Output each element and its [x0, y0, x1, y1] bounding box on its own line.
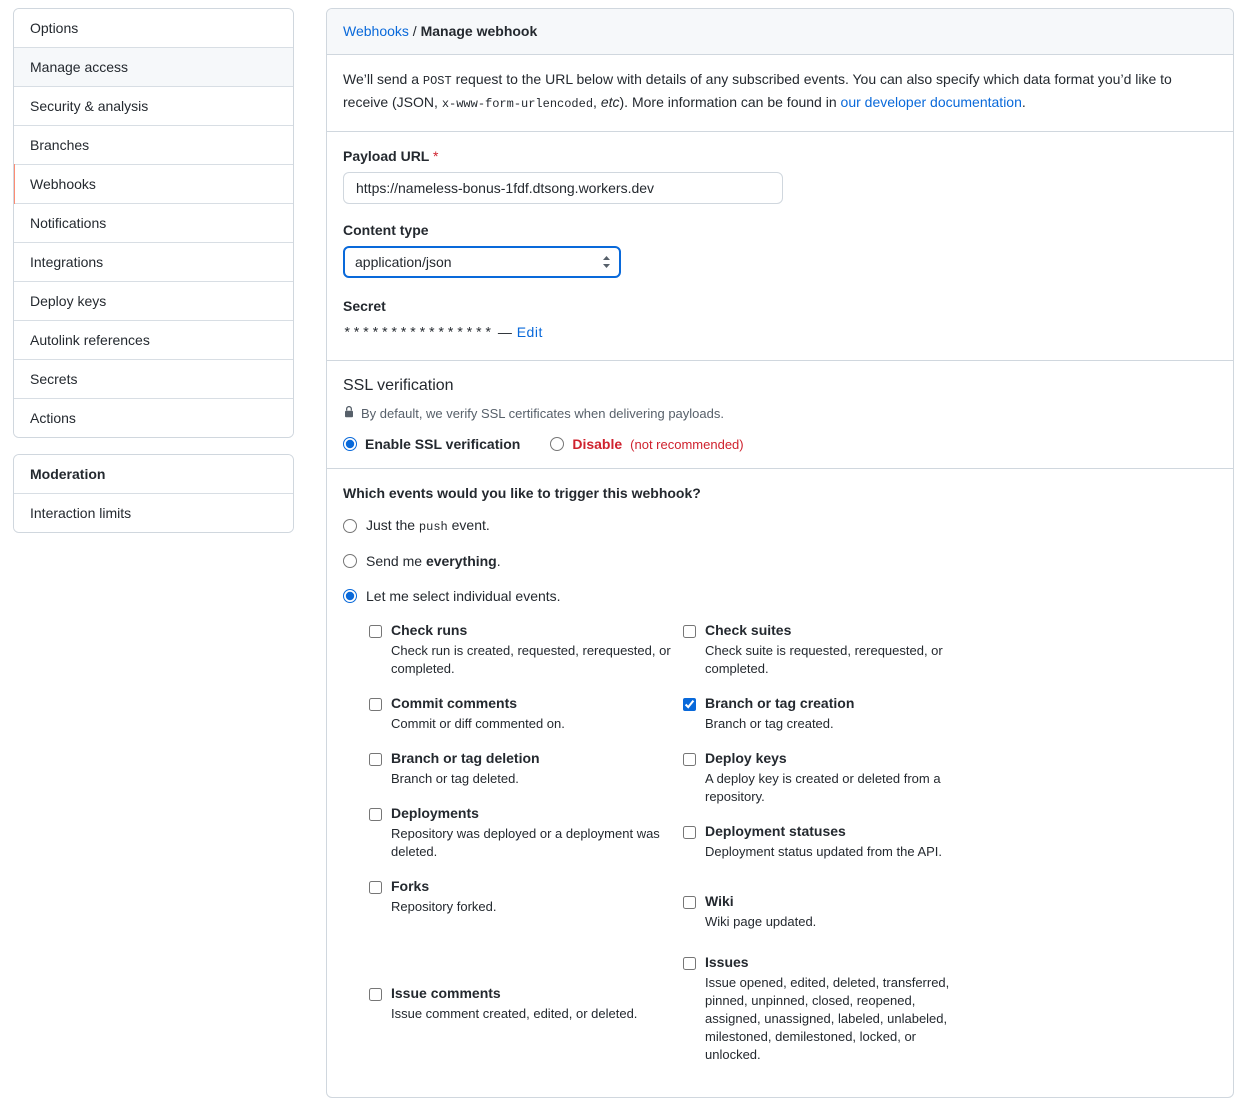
payload-url-input[interactable]: [343, 172, 783, 204]
ssl-note: [343, 405, 1217, 422]
event-desc: Issue comment created, edited, or deleted.: [391, 1006, 638, 1021]
event-desc: Check run is created, requested, rerequested, or completed.: [391, 643, 671, 676]
event-deployments-checkbox[interactable]: [369, 808, 382, 821]
event-name: Deploy keys: [705, 750, 787, 766]
event-name: Commit comments: [391, 695, 518, 711]
ssl-enable-radio[interactable]: [343, 437, 357, 451]
sidebar-item-label: Secrets: [30, 371, 78, 387]
intro-part4: ). More information can be found in: [619, 94, 841, 110]
breadcrumb: [327, 9, 1233, 55]
event-mode-everything-prefix: Send me: [366, 553, 426, 569]
event-commit-comments[interactable]: [369, 695, 682, 733]
event-name: Branch or tag creation: [705, 695, 855, 711]
event-mode-everything[interactable]: [343, 553, 1217, 569]
webhook-panel: [326, 8, 1234, 1098]
intro-text: [327, 55, 1233, 132]
sidebar-item-label: Integrations: [30, 254, 104, 270]
event-desc: Repository forked.: [391, 899, 497, 914]
event-check-suites[interactable]: [683, 622, 996, 678]
sidebar-item-deploy-keys[interactable]: [14, 282, 293, 321]
sidebar-item-label: Interaction limits: [30, 505, 132, 521]
event-desc: Branch or tag created.: [705, 716, 834, 731]
intro-code-urlencoded: x-www-form-urlencoded: [441, 97, 594, 111]
event-mode-push-prefix: Just the: [366, 517, 419, 533]
event-mode-individual[interactable]: [343, 588, 1217, 604]
ssl-enable-label: Enable SSL verification: [365, 436, 521, 452]
event-desc: Issue opened, edited, deleted, transferred, pinned, unpinned, closed, reopened, assigned, unassigned, labeled, unlabeled, milestoned, demilestoned, locked, or unlocked.: [705, 975, 950, 1062]
sidebar-item-integrations[interactable]: [14, 243, 293, 282]
developer-documentation-link[interactable]: our developer documentation: [840, 94, 1022, 110]
lock-icon: [343, 405, 355, 422]
sidebar-heading-moderation: [14, 455, 293, 494]
event-column-right: [683, 622, 996, 1081]
event-deploy-keys[interactable]: [683, 750, 996, 806]
event-name: Branch or tag deletion: [391, 750, 540, 766]
event-forks[interactable]: [369, 878, 682, 916]
secret-masked-value: ****************: [343, 326, 494, 342]
event-branch-or-tag-creation-checkbox[interactable]: [683, 698, 696, 711]
breadcrumb-current: Manage webhook: [420, 23, 538, 39]
ssl-disable-label: Disable: [572, 436, 623, 452]
secret-value-row: [343, 322, 1217, 344]
sidebar-group-main: [13, 8, 294, 438]
sidebar-item-notifications[interactable]: [14, 204, 293, 243]
sidebar-item-manage-access[interactable]: [14, 48, 293, 87]
event-mode-push-label: [366, 517, 490, 534]
intro-italic-etc: etc: [600, 94, 620, 110]
payload-url-label: [343, 148, 1217, 165]
event-desc: A deploy key is created or deleted from a repository.: [705, 771, 941, 804]
event-commit-comments-checkbox[interactable]: [369, 698, 382, 711]
content-type-label: Content type: [343, 222, 429, 238]
event-name: Check suites: [705, 622, 792, 638]
sidebar-item-label: Options: [30, 20, 79, 36]
event-forks-checkbox[interactable]: [369, 881, 382, 894]
intro-part2: request to the URL below with details of any subscribed events. You can also specify which data format you’d like to receive (JSON,: [343, 71, 1172, 110]
event-mode-everything-suffix: .: [496, 553, 501, 569]
sidebar-item-security-analysis[interactable]: [14, 87, 293, 126]
event-name: Deployments: [391, 805, 479, 821]
settings-sidebar: [13, 8, 294, 533]
sidebar-heading-label: Moderation: [30, 466, 106, 482]
sidebar-item-label: Manage access: [30, 59, 129, 75]
event-issue-comments-checkbox[interactable]: [369, 988, 382, 1001]
event-wiki[interactable]: [683, 893, 996, 931]
event-issues[interactable]: [683, 954, 996, 1064]
sidebar-item-label: Notifications: [30, 215, 107, 231]
breadcrumb-link-webhooks[interactable]: Webhooks: [343, 23, 409, 39]
event-name: Issues: [705, 954, 749, 970]
event-deploy-keys-checkbox[interactable]: [683, 753, 696, 766]
events-title: Which events would you like to trigger this webhook?: [343, 485, 701, 501]
sidebar-item-actions[interactable]: [14, 399, 293, 437]
event-desc: Deployment status updated from the API.: [705, 844, 943, 859]
event-desc: Branch or tag deleted.: [391, 771, 519, 786]
intro-code-post: POST: [422, 74, 452, 88]
secret-label: Secret: [343, 298, 386, 314]
event-check-runs[interactable]: [369, 622, 682, 678]
content-type-select-wrap: [343, 246, 621, 278]
event-mode-push-radio[interactable]: [343, 519, 357, 533]
intro-part5: .: [1021, 94, 1026, 110]
ssl-disable-option[interactable]: [550, 436, 743, 452]
event-desc: Wiki page updated.: [705, 914, 817, 929]
event-deployment-statuses[interactable]: [683, 823, 996, 861]
event-mode-individual-label: Let me select individual events.: [366, 588, 561, 604]
event-deployment-statuses-checkbox[interactable]: [683, 826, 696, 839]
sidebar-item-label: Branches: [30, 137, 90, 153]
event-checkbox-grid: [369, 622, 1217, 1081]
ssl-disable-note: (not recommended): [630, 436, 744, 452]
sidebar-item-options[interactable]: [14, 9, 293, 48]
event-name: Forks: [391, 878, 430, 894]
event-name: Check runs: [391, 622, 468, 638]
event-issues-checkbox[interactable]: [683, 957, 696, 970]
event-desc: Repository was deployed or a deployment was deleted.: [391, 826, 660, 859]
event-branch-or-tag-creation[interactable]: [683, 695, 996, 733]
event-branch-or-tag-deletion[interactable]: [369, 750, 682, 788]
intro-part3: ,: [593, 94, 601, 110]
event-desc: Check suite is requested, rerequested, or completed.: [705, 643, 943, 676]
required-marker: *: [433, 148, 439, 164]
event-mode-individual-radio[interactable]: [343, 589, 357, 603]
event-desc: Commit or diff commented on.: [391, 716, 565, 731]
event-check-suites-checkbox[interactable]: [683, 625, 696, 638]
event-deployments[interactable]: [369, 805, 682, 861]
event-branch-or-tag-deletion-checkbox[interactable]: [369, 753, 382, 766]
event-name: Deployment statuses: [705, 823, 846, 839]
sidebar-group-moderation: [13, 454, 294, 533]
sidebar-item-autolink-references[interactable]: [14, 321, 293, 360]
sidebar-item-label: Security & analysis: [30, 98, 149, 114]
event-name: Wiki: [705, 893, 734, 909]
event-mode-everything-label: [366, 553, 501, 569]
event-name: Issue comments: [391, 985, 501, 1001]
event-mode-push[interactable]: [343, 517, 1217, 534]
event-issue-comments[interactable]: [369, 985, 682, 1023]
webhook-config-section: [327, 132, 1233, 361]
content-type-select[interactable]: [343, 246, 621, 278]
ssl-enable-option[interactable]: [343, 436, 520, 452]
sidebar-item-label: Deploy keys: [30, 293, 107, 309]
sidebar-item-webhooks[interactable]: [14, 165, 293, 204]
intro-part1: We’ll send a: [343, 71, 423, 87]
sidebar-item-label: Actions: [30, 410, 76, 426]
event-column-left: [369, 622, 682, 1081]
sidebar-item-secrets[interactable]: [14, 360, 293, 399]
event-mode-everything-strong: everything: [425, 553, 497, 569]
ssl-verification-label: SSL verification: [343, 377, 454, 394]
events-section: [327, 469, 1233, 1097]
event-mode-push-code: push: [418, 520, 448, 534]
ssl-radio-group: [343, 436, 1217, 452]
secret-dash: —: [497, 324, 513, 340]
ssl-disable-radio[interactable]: [550, 437, 564, 451]
breadcrumb-separator: /: [408, 23, 421, 39]
ssl-note-text: By default, we verify SSL certificates when delivering payloads.: [361, 406, 724, 421]
sidebar-item-interaction-limits[interactable]: [14, 494, 293, 532]
event-wiki-checkbox[interactable]: [683, 896, 696, 909]
sidebar-item-label: Autolink references: [30, 332, 150, 348]
secret-edit-link[interactable]: Edit: [516, 324, 543, 340]
event-mode-everything-radio[interactable]: [343, 554, 357, 568]
payload-url-label-text: Payload URL: [343, 148, 430, 164]
sidebar-item-label: Webhooks: [30, 176, 96, 192]
sidebar-item-branches[interactable]: [14, 126, 293, 165]
ssl-verification-section: [327, 361, 1233, 469]
event-check-runs-checkbox[interactable]: [369, 625, 382, 638]
event-mode-push-suffix: event.: [447, 517, 490, 533]
